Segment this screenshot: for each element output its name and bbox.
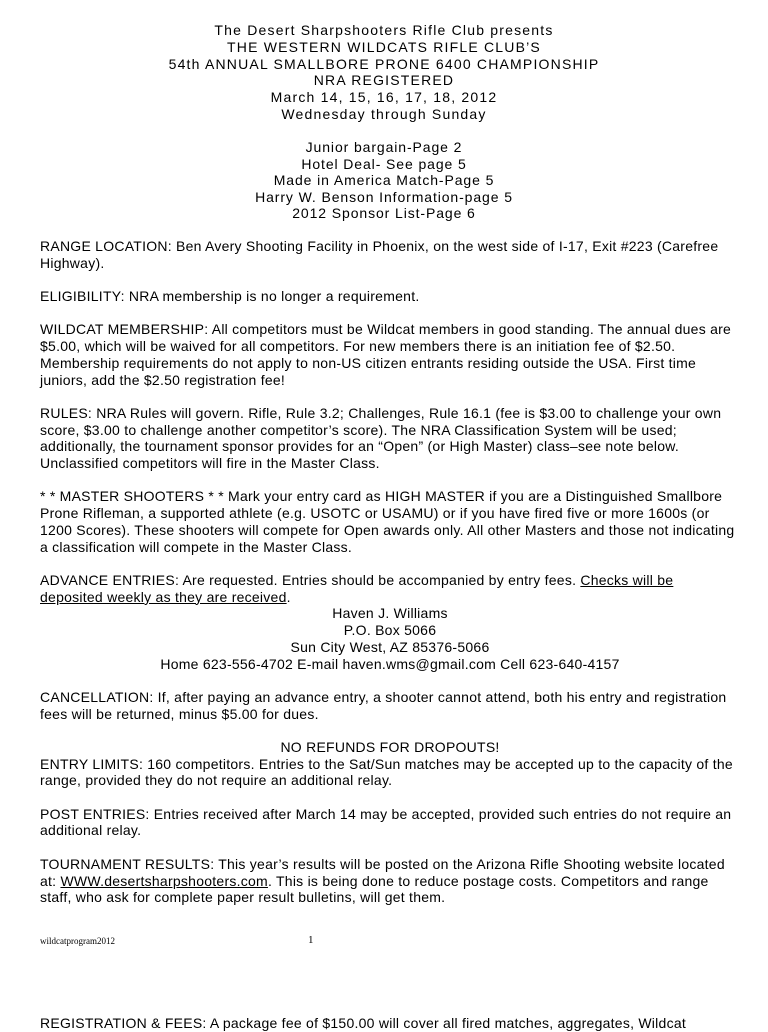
event-days: Wednesday through Sunday <box>281 105 487 122</box>
membership-paragraph: WILDCAT MEMBERSHIP: All competitors must be Wildcat members in good standing. The annual dues are $5.00, which will be waived for all competitors. For new members there is an initiation fee of $2.50. Membership requirements do not apply to non-US citizen entrants residing outside the USA. First time juniors, add the $2.50 registration fee! <box>40 321 732 388</box>
contents-item: Hotel Deal- See page 5 <box>301 155 467 172</box>
contents-item: 2012 Sponsor List-Page 6 <box>292 205 476 222</box>
contact-phones-email: Home 623-556-4702 E-mail haven.wms@gmail.com Cell 623-640-4157 <box>160 655 620 672</box>
post-entries-paragraph: POST ENTRIES: Entries received after March 14 may be accepted, provided such entries do not require an additional relay. <box>40 805 732 839</box>
footer-filename: wildcatprogram2012 <box>40 936 115 946</box>
rules-paragraph: RULES: NRA Rules will govern. Rifle, Rule 3.2; Challenges, Rule 16.1 (fee is $3.00 to challenge your own score, $3.00 to challenge another competitor’s score). The NRA Classification System will be used; additionally, the tournament sponsor provides for an “Open” (or High Master) class–see note below. Unclassified competitors will fire in the Master Class. <box>40 404 722 472</box>
master-shooters-paragraph: * * MASTER SHOOTERS * * Mark your entry card as HIGH MASTER if you are a Distinguished Smallbore Prone Rifleman, a supported athlete (e.g. USOTC or USAMU) or if you have fired five or more 1600s (or 1200 Scores). These shooters will compete for Open awards only. All other Masters and those not indicating a classification will compete in the Master Class. <box>40 488 735 555</box>
website-link[interactable]: WWW.desertsharpshooters.com <box>60 872 268 889</box>
cancellation-paragraph: CANCELLATION: If, after paying an advance entry, a shooter cannot attend, both his entry and registration fees will be returned, minus $5.00 for dues. <box>40 688 727 722</box>
range-location-paragraph: RANGE LOCATION: Ben Avery Shooting Facility in Phoenix, on the west side of I-17, Exit #223 (Carefree Highway). <box>40 238 719 271</box>
results-text-end: . This is being done to reduce postage costs. Competitors and range staff, who ask for complete paper result bulletins, will get them. <box>40 872 709 906</box>
checks-deposited-note: Checks will be deposited weekly as they are received <box>40 571 674 605</box>
contents-item: Junior bargain-Page 2 <box>305 139 463 155</box>
contact-city: Sun City West, AZ 85376-5066 <box>290 638 490 655</box>
contact-name: Haven J. Williams <box>332 605 448 622</box>
championship-title: 54th ANNUAL SMALLBORE PRONE 6400 CHAMPIONSHIP <box>168 55 600 72</box>
presenter-line: The Desert Sharpshooters Rifle Club presents <box>214 22 554 38</box>
results-text: TOURNAMENT RESULTS: This year’s results will be posted on the Arizona Rifle Shooting website located at: <box>40 855 725 889</box>
advance-entries-end: . <box>286 588 291 605</box>
contents-list <box>0 139 768 222</box>
nra-registered: NRA REGISTERED <box>313 72 455 89</box>
document-header <box>0 22 768 123</box>
entry-limits-paragraph: ENTRY LIMITS: 160 competitors. Entries to the Sat/Sun matches may be accepted up to the capacity of the range, provided they do not require an additional relay. <box>40 755 733 789</box>
event-dates: March 14, 15, 16, 17, 18, 2012 <box>270 89 498 106</box>
page-number: 1 <box>308 934 314 946</box>
contact-po-box: P.O. Box 5066 <box>343 622 437 639</box>
advance-entries-paragraph <box>40 572 740 605</box>
club-name: THE WESTERN WILDCATS RIFLE CLUB’S <box>227 38 541 55</box>
contact-block <box>40 605 740 672</box>
advance-entries-text: ADVANCE ENTRIES: Are requested. Entries should be accompanied by entry fees. <box>40 571 581 588</box>
document-body <box>40 238 740 923</box>
contents-item: Made in America Match-Page 5 <box>273 172 495 189</box>
tournament-results-paragraph <box>40 856 740 906</box>
next-page-fragment: REGISTRATION & FEES: A package fee of $150.00 will cover all fired matches, aggregates, Wildcat <box>40 1015 686 1031</box>
eligibility-paragraph: ELIGIBILITY: NRA membership is no longer a requirement. <box>40 288 420 305</box>
contents-item: Harry W. Benson Information-page 5 <box>255 188 513 205</box>
no-refunds-notice: NO REFUNDS FOR DROPOUTS! <box>280 738 500 755</box>
